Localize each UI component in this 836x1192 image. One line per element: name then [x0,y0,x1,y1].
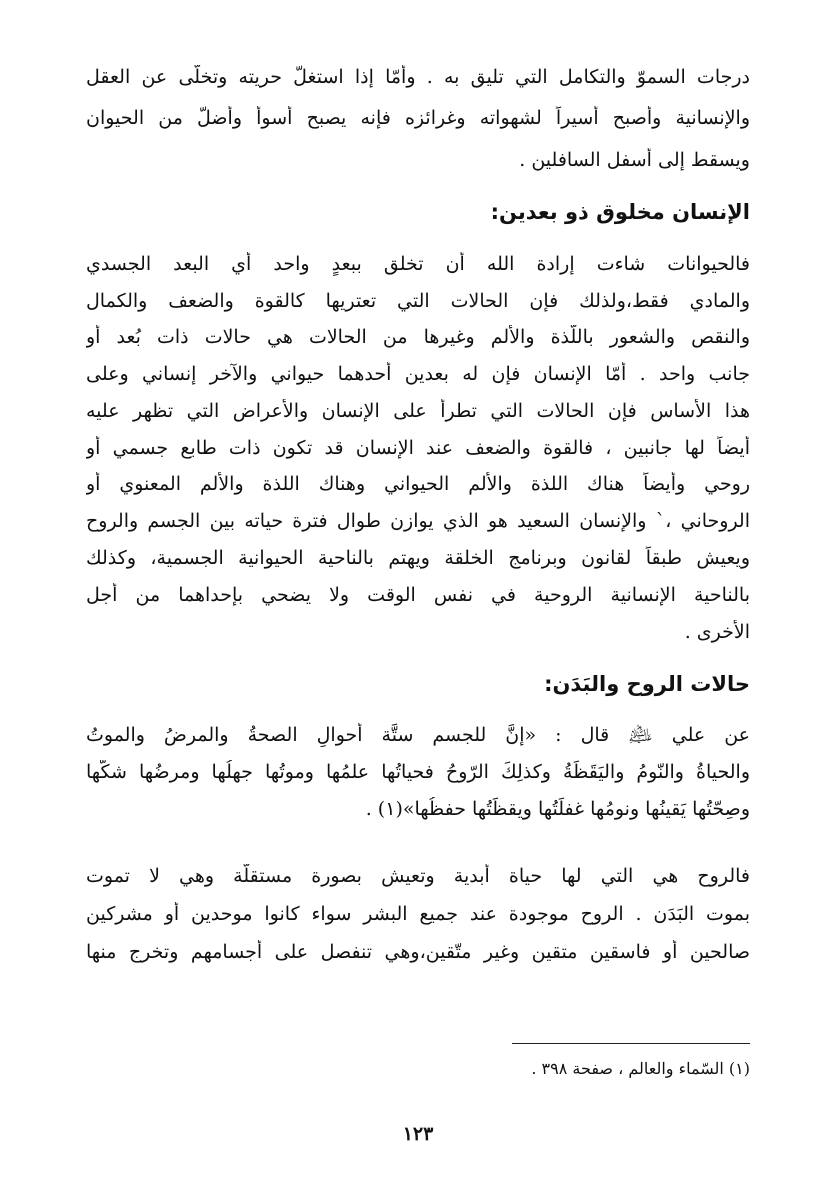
paragraph-2-line: جانب واحد . أمّا الإنسان فإن له بعدين أحدهما حيواني والآخر إنساني وعلى [86,363,750,385]
paragraph-2-line: الأخرى . [684,621,750,643]
section-heading-soul-body: حالات الروح والبَدَن: [544,672,750,696]
paragraph-4-line: فالروح هي التي لها حياة أبدية وتعيش بصورة مستقلّة وهي لا تموت [86,865,750,887]
paragraph-2-line: أيضاً لها جانبين ، فالقوة والضعف عند الإنسان قد تكون ذات طابع جسمي أو [86,437,750,459]
section-heading-two-dimensions: الإنسان مخلوق ذو بعدين: [490,200,750,224]
paragraph-4-line: صالحين أو فاسقين متقين وغير متّقين،وهي تنفصل على أجسامهم وتخرج منها [86,941,750,963]
paragraph-1-line: والإنسانية وأصبح أسيراً لشهواته وغرائزه فإنه يصبح أسوأ وأضلّ من الحيوان [86,107,750,129]
paragraph-2-line: روحي وأيضاً هناك اللذة والألم الحيواني وهناك اللذة والألم المعنوي أو [86,473,750,495]
footnote-separator [512,1043,750,1044]
paragraph-2-line: فالحيوانات شاءت إرادة الله أن تخلق ببعدٍ واحد أي البعد الجسدي [86,253,750,275]
paragraph-2-line: ويعيش طبقاً لقانون وبرنامج الخلقة ويهتم بالناحية الحيوانية الجسمية، وكذلك [86,547,750,569]
paragraph-2-line: والنقص والشعور باللّذة والألم وغيرها من الحالات هي حالات ذات بُعد أو [86,326,750,348]
paragraph-2-line: والمادي فقط،ولذلك فإن الحالات التي تعتريها كالقوة والضعف والكمال [86,290,750,312]
paragraph-1-line: درجات السموّ والتكامل التي تليق به . وأمّا إذا استغلّ حريته وتخلّى عن العقل [86,66,750,88]
paragraph-4-line: بموت البَدَن . الروح موجودة عند جميع البشر سواء كانوا موحدين أو مشركين [86,903,750,925]
paragraph-3-line: عن علي ﵇ قال : «إنَّ للجسم ستَّة أحوالٍ الصحةُ والمرضُ والموتُ [86,724,750,746]
footnote: (١) السّماء والعالم ، صفحة ٣٩٨ . [531,1059,750,1078]
page-number: ١٢٣ [402,1123,434,1145]
paragraph-3-line: والحياةُ والنّومُ واليَقَظَةُ وكذلِكَ الرّوحُ فحياتُها علمُها وموتُها جهلُها ومرضُها شكُّها [86,761,750,783]
paragraph-2-line: بالناحية الإنسانية الروحية في نفس الوقت ولا يضحي بإحداهما من أجل [86,584,750,606]
paragraph-2-line: الروحاني ،` والإنسان السعيد هو الذي يوازن طوال فترة حياته بين الجسم والروح [86,510,750,532]
paragraph-2-line: هذا الأساس فإن الحالات التي تطرأ على الإنسان والأعراض التي تظهر عليه [86,400,750,422]
paragraph-3-line: وصِحّتُها يَقينُها ونومُها غفلَتُها ويقظَتُها حفظُها»(١) . [365,798,750,820]
paragraph-1-line: ويسقط إلى أسفل السافلين . [519,149,750,171]
